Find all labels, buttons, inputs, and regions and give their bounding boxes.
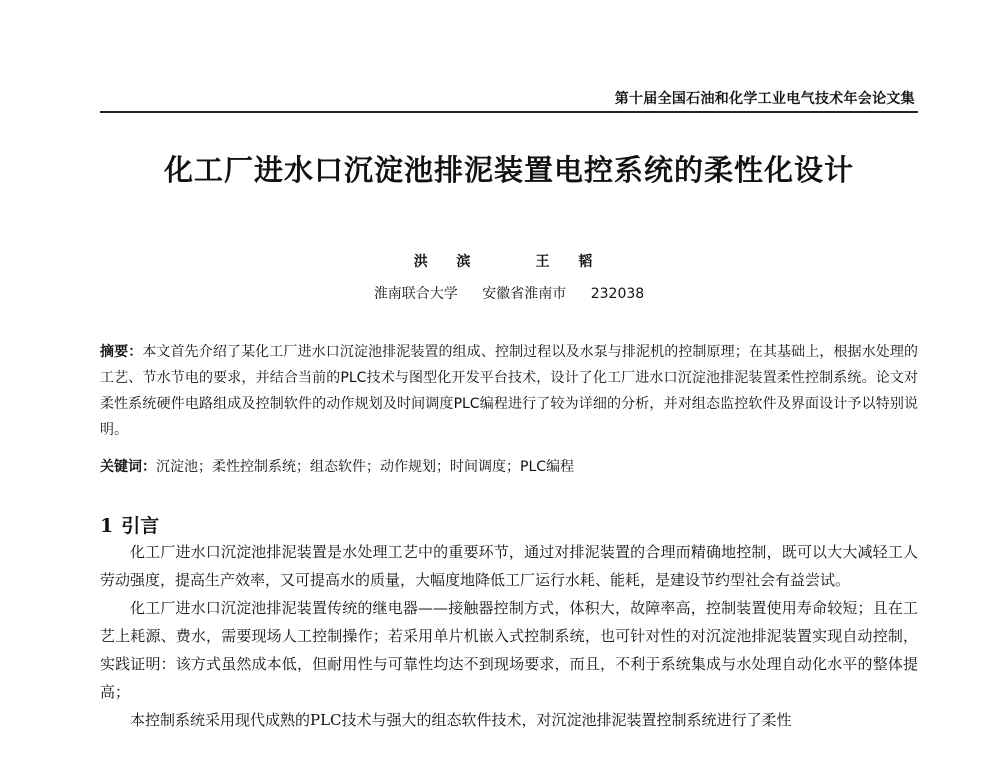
affiliation — [100, 283, 918, 303]
keywords-label: 关键词： — [100, 459, 156, 475]
header-rule — [100, 111, 918, 113]
abstract-label: 摘要： — [100, 344, 143, 360]
body-paragraph: 化工厂进水口沉淀池排泥装置传统的继电器——接触器控制方式，体积大，故障率高，控制装置使用寿命较短；且在工艺上耗源、费水，需要现场人工控制操作；若采用单片机嵌入式控制系统，也可针对性的对沉淀池排泥装置实现自动控制，实践证明：该方式虽然成本低，但耐用性与可靠性均达不到现场要求，而且，不利于系统集成与水处理自动化水平的整体提高； — [100, 599, 918, 701]
affiliation-postcode: 232038 — [590, 286, 645, 302]
section-body — [100, 538, 918, 734]
abstract-text: 本文首先介绍了某化工厂进水口沉淀池排泥装置的组成、控制过程以及水泵与排泥机的控制原理；在其基础上，根据水处理的工艺、节水节电的要求，并结合当前的PLC技术与图型化开发平台技术，设计了化工厂进水口沉淀池排泥装置柔性控制系统。论文对柔性系统硬件电路组成及控制软件的动作规划及时间调度PLC编程进行了较为详细的分析，并对组态监控软件及界面设计予以特别说明。 — [100, 344, 919, 438]
paper-title: 化工厂进水口沉淀池排泥装置电控系统的柔性化设计 — [163, 153, 854, 187]
keywords-text: 沉淀池；柔性控制系统；组态软件；动作规划；时间调度；PLC编程 — [156, 459, 575, 475]
section-heading — [100, 511, 159, 538]
affiliation-institution: 淮南联合大学 — [373, 286, 458, 302]
author-list — [100, 251, 918, 271]
running-header: 第十届全国石油和化学工业电气技术年会论文集 — [614, 91, 915, 107]
body-paragraph: 化工厂进水口沉淀池排泥装置是水处理工艺中的重要环节，通过对排泥装置的合理而精确地控制，既可以大大减轻工人劳动强度，提高生产效率，又可提高水的质量，大幅度地降低工厂运行水耗、能耗，是建设节约型社会有益尝试。 — [100, 543, 918, 589]
author-name: 王 韬 — [535, 254, 605, 270]
abstract — [100, 339, 918, 443]
affiliation-location: 安徽省淮南市 — [482, 286, 567, 302]
body-paragraph: 本控制系统采用现代成熟的PLC技术与强大的组态软件技术，对沉淀池排泥装置控制系统进行了柔性 — [130, 711, 792, 729]
keywords — [100, 455, 918, 479]
section-title: 引言 — [121, 515, 160, 537]
author-name: 洪 滨 — [413, 254, 483, 270]
section-number: 1 — [100, 515, 114, 537]
